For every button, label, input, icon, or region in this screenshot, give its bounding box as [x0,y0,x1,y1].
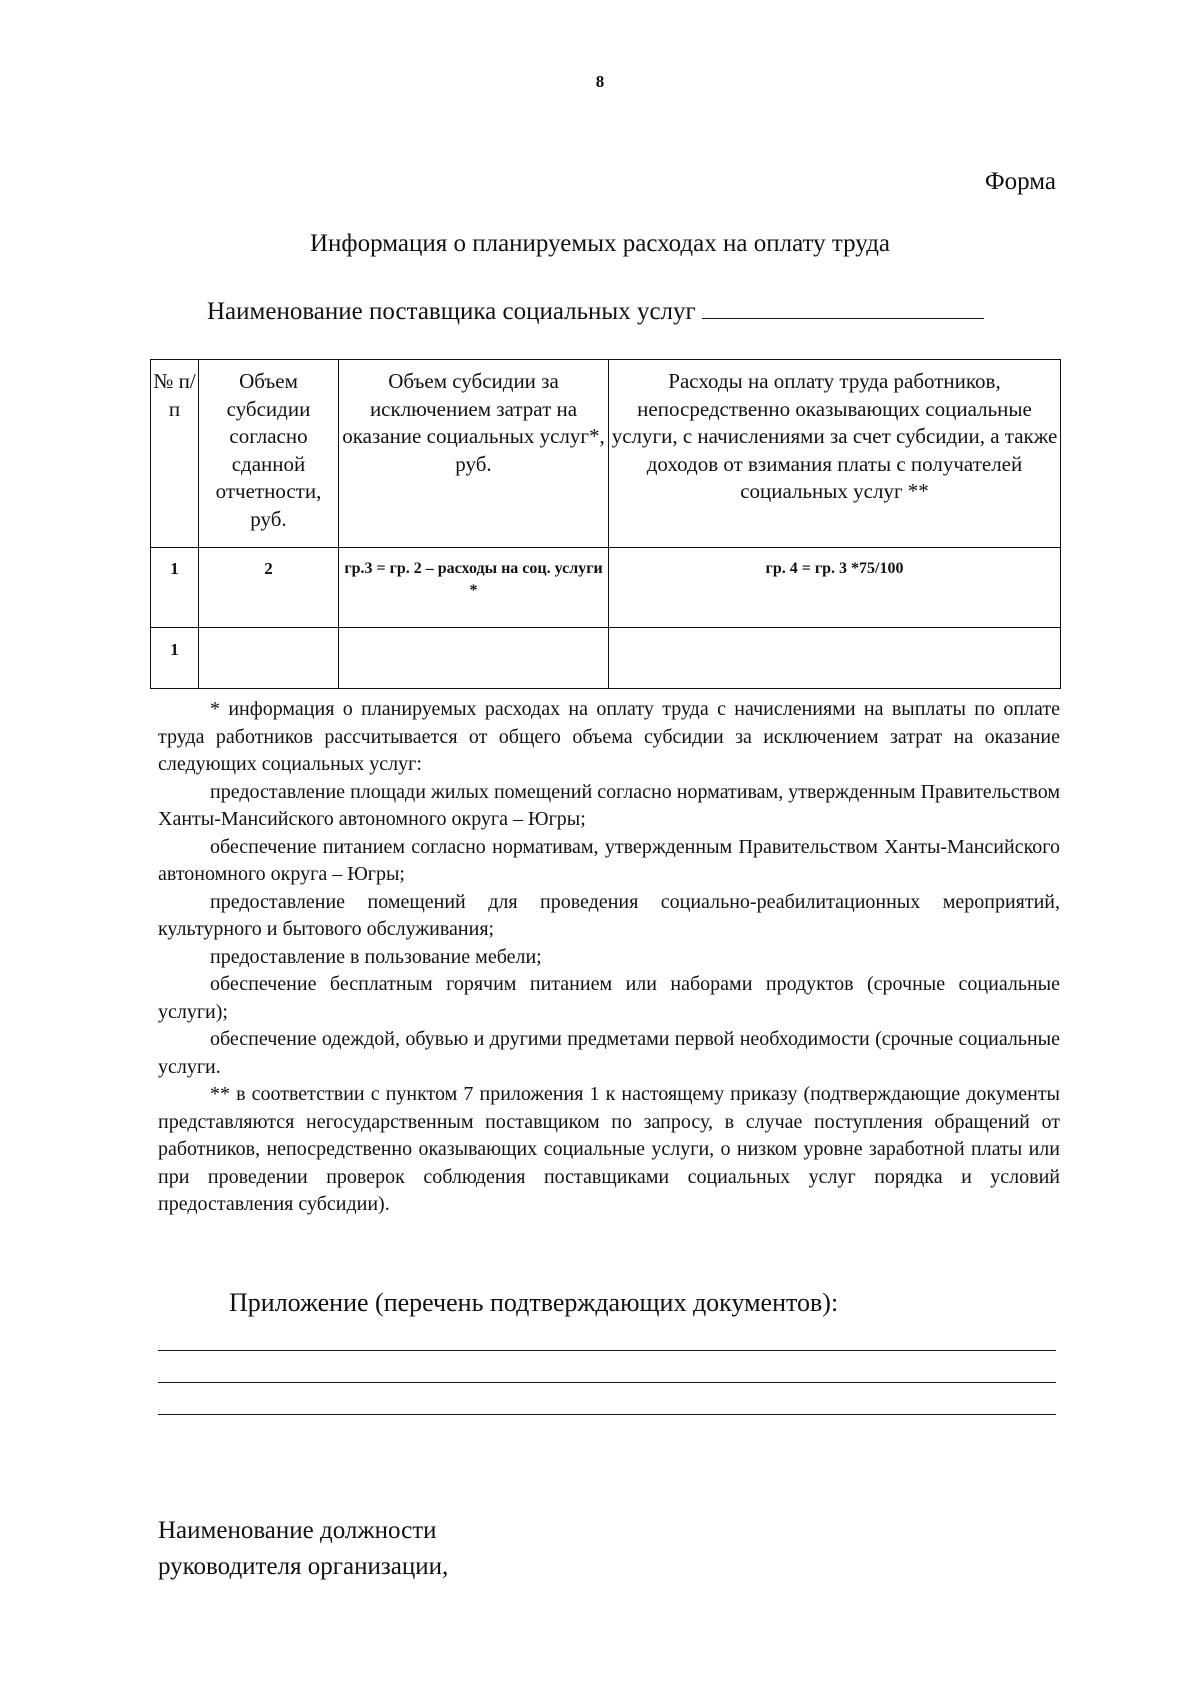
table-header-row [151,360,1061,548]
data-cell-number: 1 [151,628,199,689]
index-cell-1: 1 [151,548,199,628]
footnote-item: предоставление площади жилых помещений согласно нормативам, утвержденным Правительством Ханты-Мансийского автономного округа – Югры; [158,780,1060,830]
signature-organization-label: руководителя организации, [158,1553,449,1580]
index-cell-3: гр.3 = гр. 2 – расходы на соц. услуги * [339,548,609,628]
footnote-item: предоставление помещений для проведения социально-реабилитационных мероприятий, культурного и бытового обслуживания; [158,890,1060,940]
footnote-double-asterisk: ** в соответствии с пунктом 7 приложения 1 к настоящему приказу (подтверждающие документы представляются негосударственным поставщиком по запросу, в случае поступления обращений от работников, непосредственно оказывающих социальные услуги, о низком уровне заработной платы или при проведении проверок соблюдения поставщиками социальных услуг порядка и условий предоставления субсидии). [158,1083,1060,1215]
header-labor-costs: Расходы на оплату труда работников, непосредственно оказывающих социальные услуги, с начислениями за счет субсидии, а также доходов от взимания платы с получателей социальных услуг ** [609,360,1061,548]
table-row [151,628,1061,689]
provider-name-line [207,298,984,326]
footnotes [158,696,1060,1219]
document-title: Информация о планируемых расходах на оплату труда [309,230,891,257]
footnote-item: обеспечение одеждой, обувью и другими предметами первой необходимости (срочные социальные услуги. [158,1028,1060,1078]
header-subsidy-excluding-services: Объем субсидии за исключением затрат на оказание социальных услуг*, руб. [339,360,609,548]
appendix-title: Приложение (перечень подтверждающих документов): [229,1288,839,1317]
header-number: № п/п [151,360,199,548]
index-cell-2: 2 [199,548,339,628]
appendix-blank-line [158,1350,1056,1351]
appendix-blank-line [158,1382,1056,1383]
footnote-item: обеспечение бесплатным горячим питанием или наборами продуктов (срочные социальные услуги); [158,973,1060,1023]
provider-name-blank [702,317,984,319]
footnote-single-asterisk: * информация о планируемых расходах на оплату труда с начислениями на выплаты по оплате труда работников рассчитывается от общего объема субсидии за исключением затрат на оказание следующих социальных услуг: [158,698,1060,775]
header-subsidy-volume: Объем субсидии согласно сданной отчетности, руб. [199,360,339,548]
page-number: 8 [595,72,605,91]
form-label: Форма [984,168,1056,195]
signature-position-label: Наименование должности [158,1517,437,1544]
data-cell-subsidy-volume [199,628,339,689]
labor-cost-table [150,359,1061,689]
footnote-item: предоставление в пользование мебели; [210,945,542,968]
data-cell-subsidy-excluding-services [339,628,609,689]
provider-name-label: Наименование поставщика социальных услуг [207,298,696,325]
table-index-row [151,548,1061,628]
signature-block [158,1513,448,1585]
index-cell-4: гр. 4 = гр. 3 *75/100 [609,548,1061,628]
appendix-blank-line [158,1414,1056,1415]
footnote-item: обеспечение питанием согласно нормативам, утвержденным Правительством Ханты-Мансийского автономного округа – Югры; [158,835,1060,885]
data-cell-labor-costs [609,628,1061,689]
